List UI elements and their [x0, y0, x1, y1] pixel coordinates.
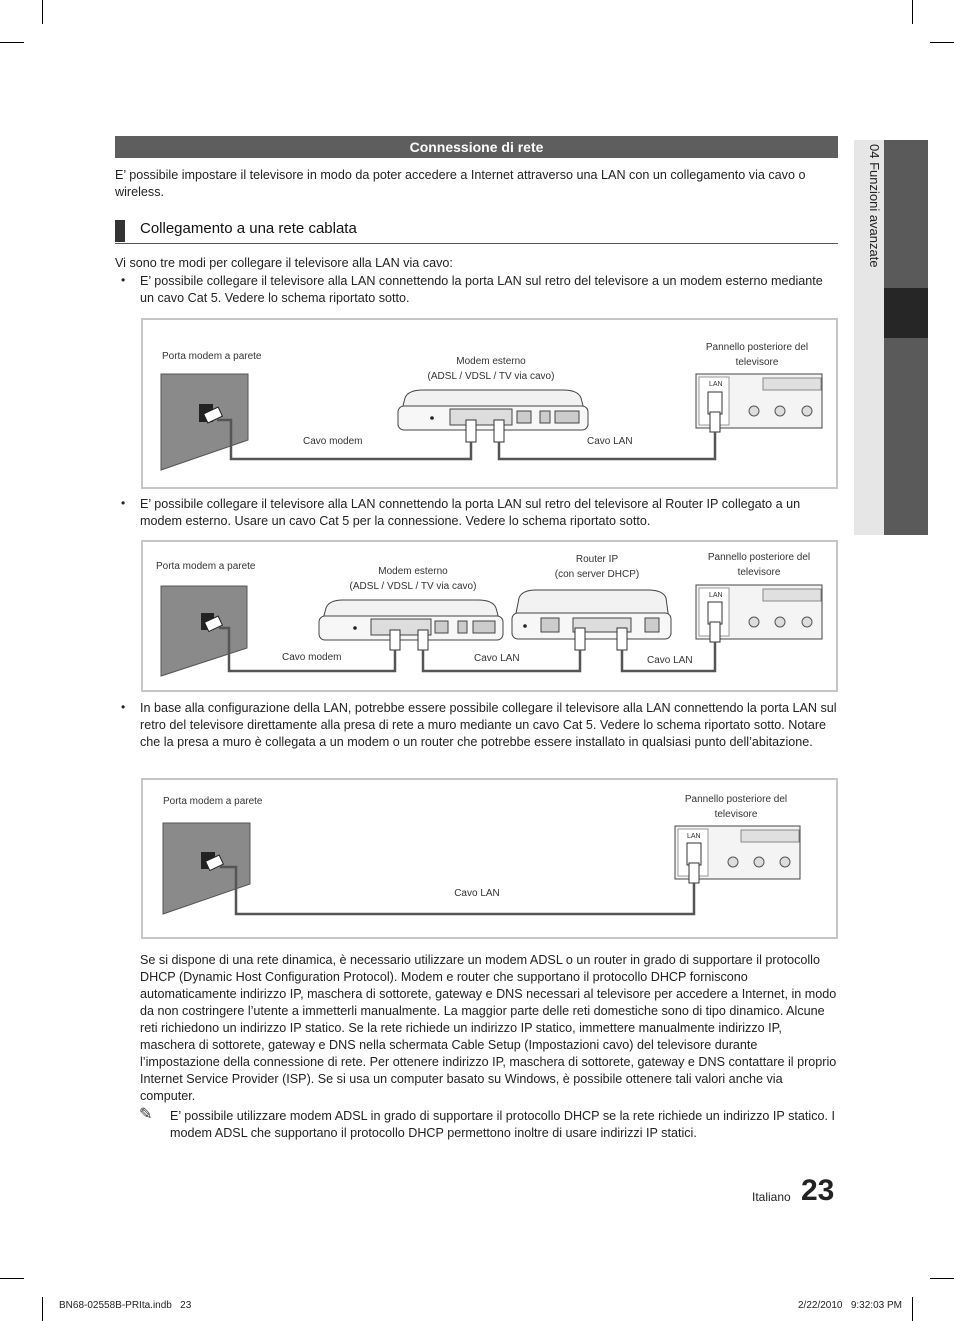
- bullet-1-text: E’ possibile collegare il televisore alla LAN connettendo la porta LAN sul retro del televisore a un modem esterno mediante un cavo Cat 5. Vedere lo schema riportato sotto.: [140, 274, 823, 305]
- note-text: E’ possibile utilizzare modem ADSL in grado di supportare il protocollo DHCP se la rete richiede un indirizzo IP statico. I modem ADSL che supportano il protocollo DHCP permettono inoltre di usare indirizzi IP statici.: [170, 1109, 835, 1140]
- diagram-router-connection: [141, 540, 838, 692]
- note-icon: ✎: [139, 1106, 153, 1123]
- bullet-symbol: •: [121, 700, 126, 714]
- page-number: 23: [801, 1174, 835, 1207]
- crop-mark: [42, 0, 43, 24]
- bullet-2-text: E’ possibile collegare il televisore alla LAN connettendo la porta LAN sul retro del televisore al Router IP collegato a un modem esterno. Usare un cavo Cat 5 per la connessione. Vedere lo schema riportato sotto.: [140, 497, 801, 528]
- section-title: Connessione di rete: [115, 136, 838, 158]
- lan-port-label: LAN: [687, 833, 701, 840]
- lead-text: Vi sono tre modi per collegare il televisore alla LAN via cavo:: [115, 256, 453, 270]
- panel-label: Pannello posteriore del: [707, 552, 811, 563]
- intro-text: E’ possibile impostare il televisore in modo da poter accedere a Internet attraverso una LAN con un collegamento via cavo o wireless.: [115, 168, 806, 199]
- wall-socket-panel: [161, 586, 247, 676]
- chapter-label: 04 Funzioni avanzate: [867, 144, 882, 268]
- cable-modem-label: Cavo modem: [303, 436, 363, 447]
- chapter-side-tab: [854, 140, 928, 535]
- footer-file: BN68-02558B-PRIta.indb 23: [59, 1300, 192, 1311]
- crop-mark: [930, 42, 954, 43]
- router-type-label: (con server DHCP): [554, 569, 640, 580]
- lan-port-plug: [708, 392, 722, 414]
- lan-port-label: LAN: [709, 592, 723, 599]
- cable-lan-label: Cavo LAN: [474, 653, 520, 664]
- lan-port-label: LAN: [709, 381, 723, 388]
- modem-plug: [418, 630, 428, 650]
- modem-plug: [466, 420, 476, 442]
- tab-block: [884, 338, 928, 535]
- panel-label-2: televisore: [737, 567, 781, 578]
- bullet-symbol: •: [121, 273, 126, 287]
- heading-marker: [115, 220, 125, 242]
- cable-lan-label: Cavo LAN: [454, 888, 500, 899]
- bullet-symbol: •: [121, 496, 126, 510]
- footer-timestamp: 2/22/2010 9:32:03 PM: [798, 1300, 902, 1311]
- router-plug: [617, 628, 627, 650]
- crop-mark: [912, 0, 913, 24]
- bullet-3-text: In base alla configurazione della LAN, potrebbe essere possibile collegare il televisore alla LAN connettendo la porta LAN sul retro del televisore direttamente alla presa di rete a muro mediante un cavo Cat 5. Vedere lo schema riportato sotto. Notare che la presa a muro è collegata a un modem o un router che potrebbe essere installato in qualsiasi punto dell’abitazione.: [140, 701, 837, 749]
- modem-label: Modem esterno: [456, 356, 526, 367]
- wall-label: Porta modem a parete: [163, 796, 263, 807]
- panel-label: Pannello posteriore del: [705, 342, 809, 353]
- cable-lan-label: Cavo LAN: [647, 655, 693, 666]
- crop-mark: [930, 1278, 954, 1279]
- subsection-heading: [115, 218, 838, 244]
- diagram-wall-connection: [141, 778, 838, 939]
- footer-language: Italiano: [752, 1190, 791, 1204]
- panel-label-2: televisore: [714, 809, 758, 820]
- tab-block-active: [884, 288, 928, 338]
- subsection-title: Collegamento a una rete cablata: [140, 220, 357, 237]
- panel-label-2: televisore: [735, 357, 779, 368]
- wall-label: Porta modem a parete: [156, 561, 256, 572]
- crop-mark: [0, 1278, 24, 1279]
- modem-type-label: (ADSL / VDSL / TV via cavo): [349, 581, 477, 592]
- router-label: Router IP: [575, 554, 619, 565]
- modem-type-label: (ADSL / VDSL / TV via cavo): [427, 371, 555, 382]
- crop-mark: [42, 1297, 43, 1321]
- diagram-modem-connection: [141, 318, 838, 489]
- modem-plug: [390, 630, 400, 650]
- crop-mark: [0, 42, 24, 43]
- modem-label: Modem esterno: [378, 566, 448, 577]
- cable-lan-label: Cavo LAN: [587, 436, 633, 447]
- modem-plug: [494, 420, 504, 442]
- wall-label: Porta modem a parete: [162, 351, 262, 362]
- router-plug: [575, 628, 585, 650]
- dhcp-paragraph: Se si dispone di una rete dinamica, è necessario utilizzare un modem ADSL o un router in grado di supportare il protocollo DHCP (Dynamic Host Configuration Protocol). Modem e router che supportano il protocollo DHCP forniscono automaticamente indirizzo IP, maschera di sottorete, gateway e DNS necessari al televisore per accedere a Internet, in modo da non costringere l’utente a immetterli manualmente. La maggior parte delle reti domestiche sono di tipo dinamico. Alcune reti richiedono un indirizzo IP statico. Se la rete richiede un indirizzo IP statico, immettere manualmente indirizzo IP, maschera di sottorete, gateway e DNS nella schermata Cable Setup (Impostazioni cavo) del televisore durante l’impostazione della connessione di rete. Per ottenere indirizzo IP, maschera di sottorete, gateway e DNS contattare il proprio Internet Service Provider (ISP). Se si usa un computer basato su Windows, è possibile ottenere tali valori anche via computer.: [140, 953, 837, 1103]
- panel-label: Pannello posteriore del: [684, 794, 788, 805]
- cable-modem-label: Cavo modem: [282, 652, 342, 663]
- tab-block: [884, 140, 928, 288]
- crop-mark: [912, 1297, 913, 1321]
